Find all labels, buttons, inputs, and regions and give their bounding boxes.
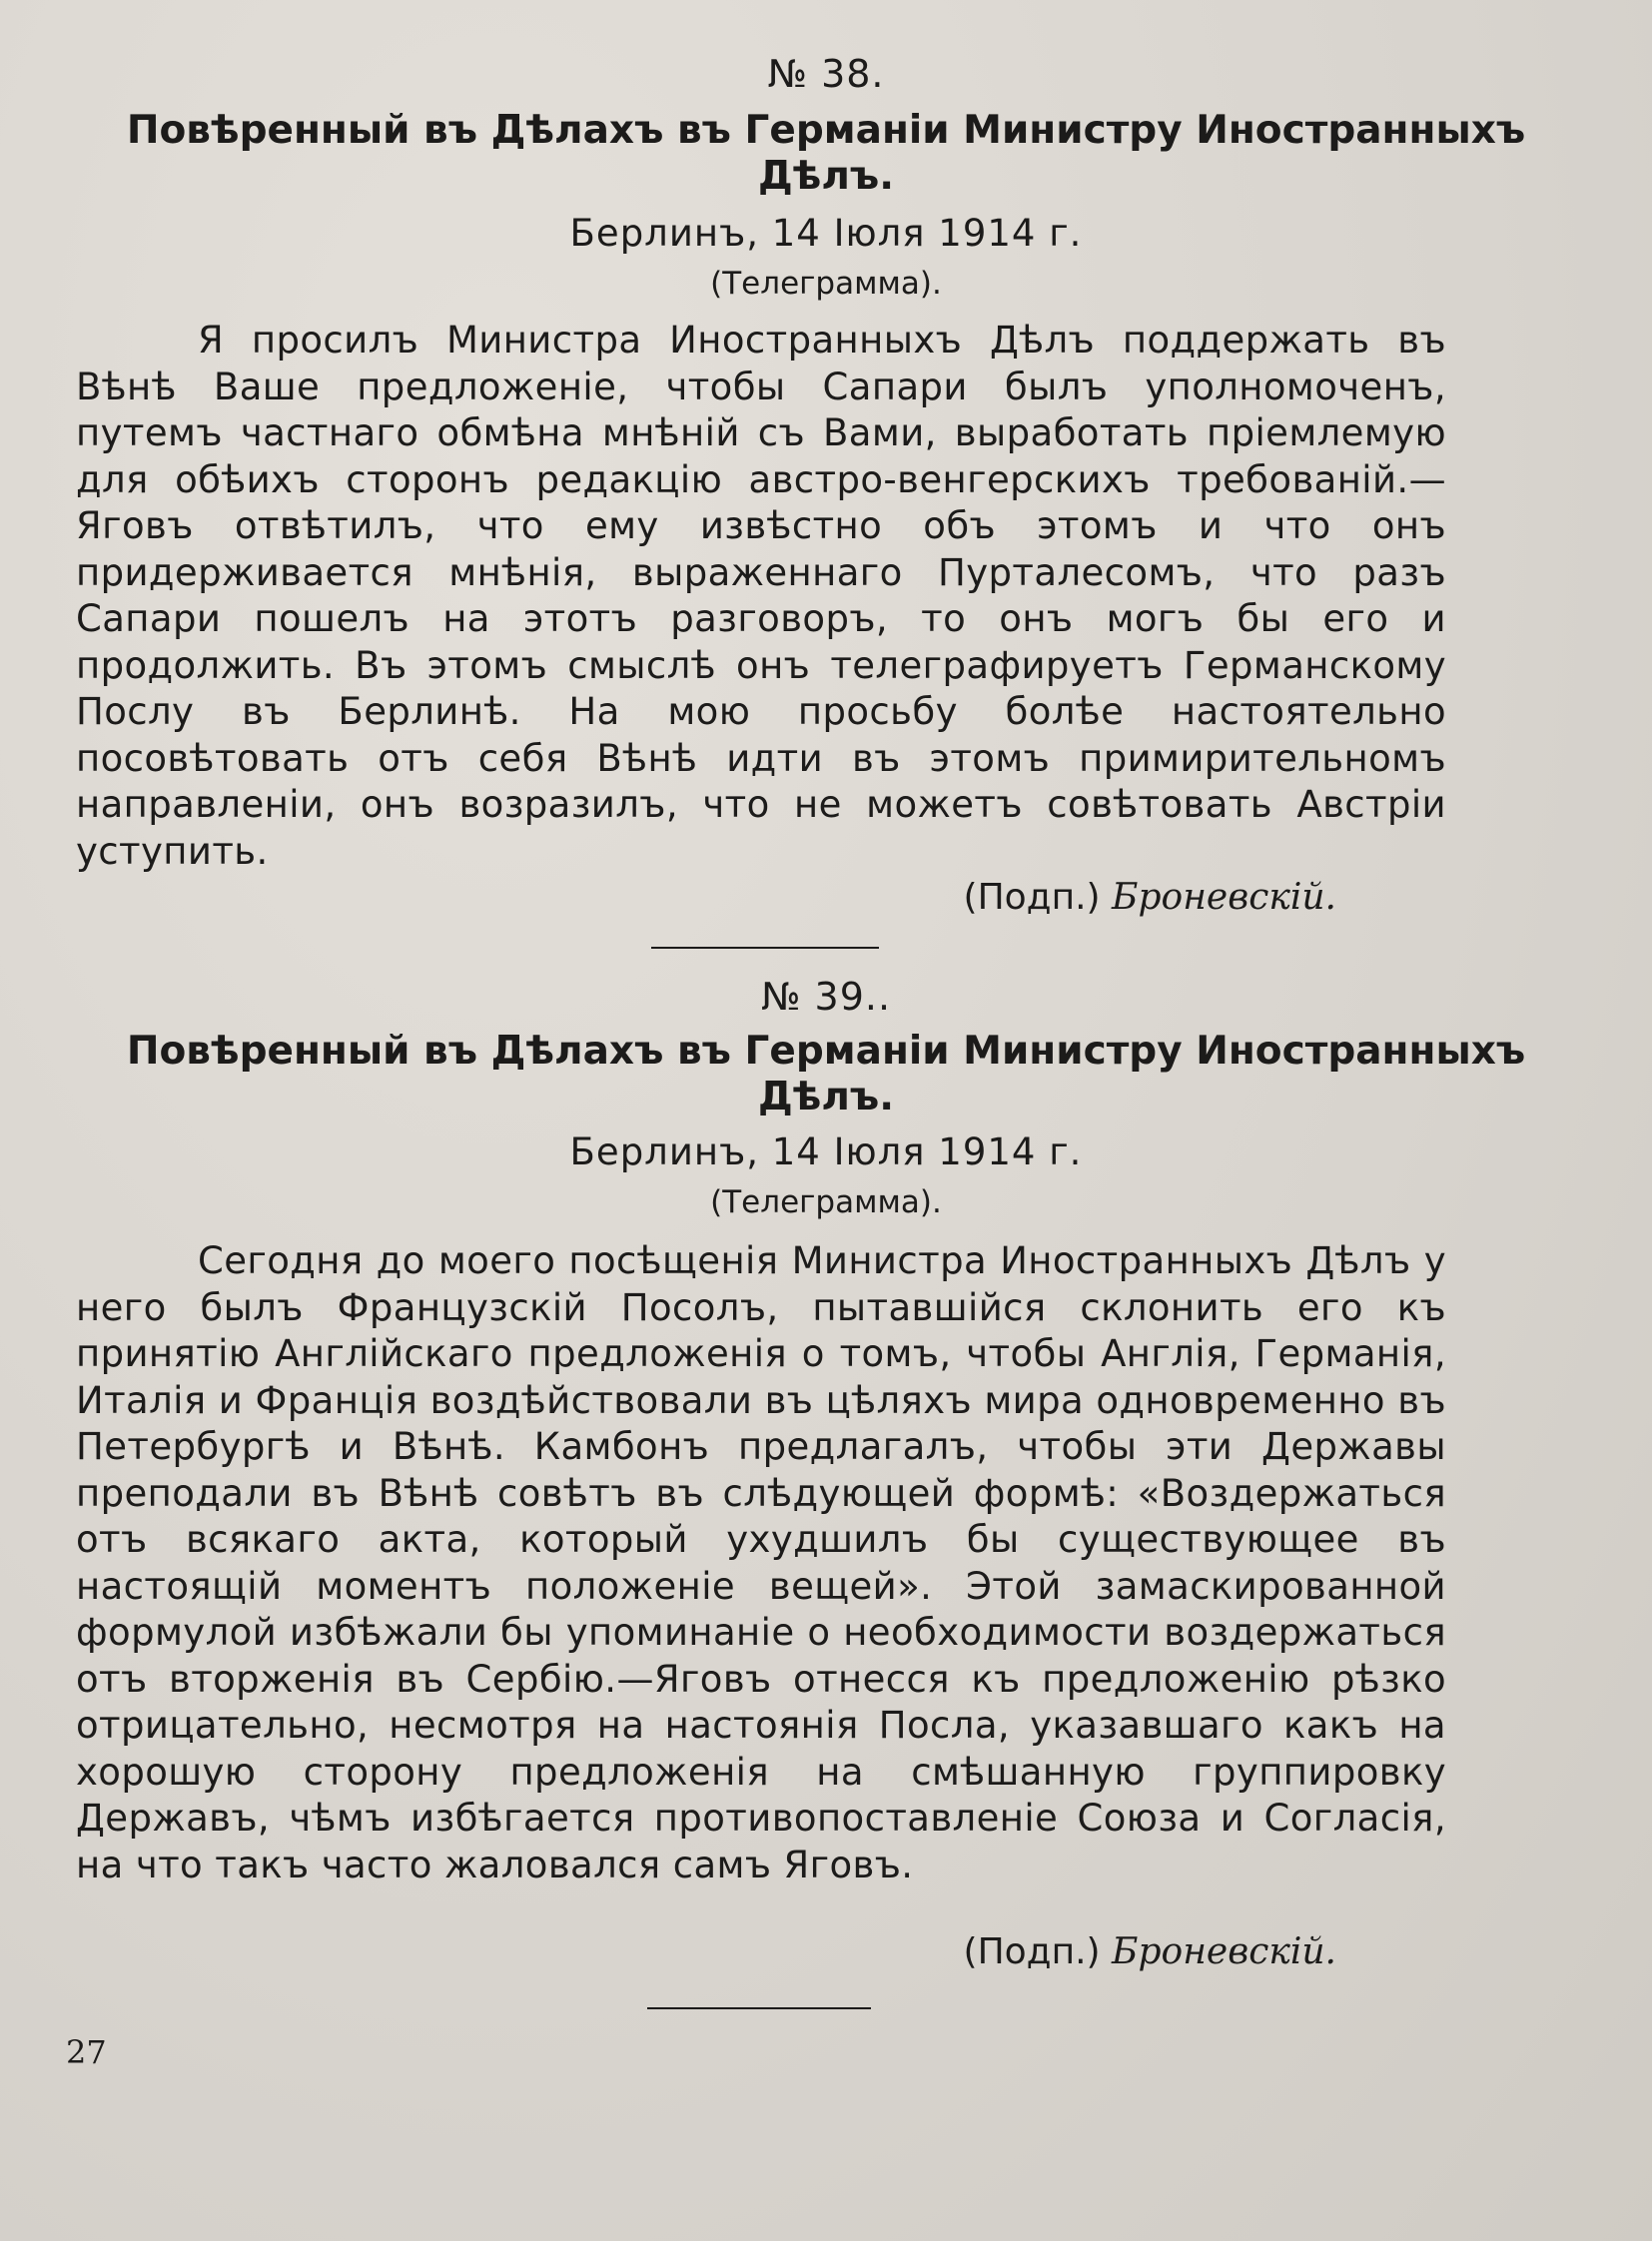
signature-prefix: (Подп.) <box>963 877 1101 918</box>
document-heading: Повѣренный въ Дѣлахъ въ Германіи Министру Иностранныхъ Дѣлъ. <box>126 108 1526 199</box>
document-number: № 38. <box>767 52 885 96</box>
document-type: (Телеграмма). <box>710 266 942 302</box>
document-body: Я просилъ Министра Иностранныхъ Дѣлъ поддержать въ Вѣнѣ Ваше предложеніе, чтобы Сапари былъ уполномоченъ, путемъ частнаго обмѣна мнѣній съ Вами, выработать пріемлемую для обѣихъ сторонъ редакцію австро-венгерскихъ требованій.—Яговъ отвѣтилъ, что ему извѣстно объ этомъ и что онъ придерживается мнѣнія, выраженнаго Пурталесомъ, что разъ Сапари пошелъ на этотъ разговоръ, то онъ могъ бы его и продолжить. Въ этомъ смыслѣ онъ телеграфируетъ Германскому Послу въ Берлинѣ. На мою просьбу болѣе настоятельно посовѣтовать отъ себя Вѣнѣ идти въ этомъ примирительномъ направленіи, онъ возразилъ, что не можетъ совѣтовать Австріи уступить. <box>76 319 1446 873</box>
document-place-date: Берлинъ, 14 Іюля 1914 г. <box>569 212 1083 255</box>
document-number: № 39.. <box>760 975 892 1019</box>
page-number: 27 <box>66 2033 107 2071</box>
section-divider <box>651 947 879 949</box>
document-type: (Телеграмма). <box>710 1184 942 1220</box>
document-heading: Повѣренный въ Дѣлахъ въ Германіи Министру Иностранныхъ Дѣлъ. <box>126 1029 1526 1120</box>
document-signature <box>964 1931 1336 1972</box>
signer-name: Броневскій. <box>1112 877 1336 918</box>
signature-prefix: (Подп.) <box>963 1931 1101 1972</box>
document-place-date: Берлинъ, 14 Іюля 1914 г. <box>569 1130 1083 1173</box>
signer-name: Броневскій. <box>1112 1931 1336 1972</box>
section-divider <box>647 2007 871 2009</box>
document-body: Сегодня до моего посѣщенія Министра Иностранныхъ Дѣлъ у него былъ Французскій Посолъ, пытавшійся склонить его къ принятію Англійскаго предложенія о томъ, чтобы Англія, Германія, Италія и Франція воздѣйствовали въ цѣляхъ мира одновременно въ Петербургѣ и Вѣнѣ. Камбонъ предлагалъ, чтобы эти Державы преподали въ Вѣнѣ совѣтъ въ слѣдующей формѣ: «Воздержаться отъ всякаго акта, который ухудшилъ бы существующее въ настоящій моментъ положеніе вещей». Этой замаскированной формулой избѣжали бы упоминаніе о необходимости воздержаться отъ вторженія въ Сербію.—Яговъ отнесся къ предложенію рѣзко отрицательно, несмотря на настоянія Посла, указавшаго какъ на хорошую сторону предложенія на смѣшанную группировку Державъ, чѣмъ избѣгается противопоставленіе Союза и Согласія, на что такъ часто жаловался самъ Яговъ. <box>76 1239 1446 1886</box>
document-signature <box>964 877 1336 918</box>
